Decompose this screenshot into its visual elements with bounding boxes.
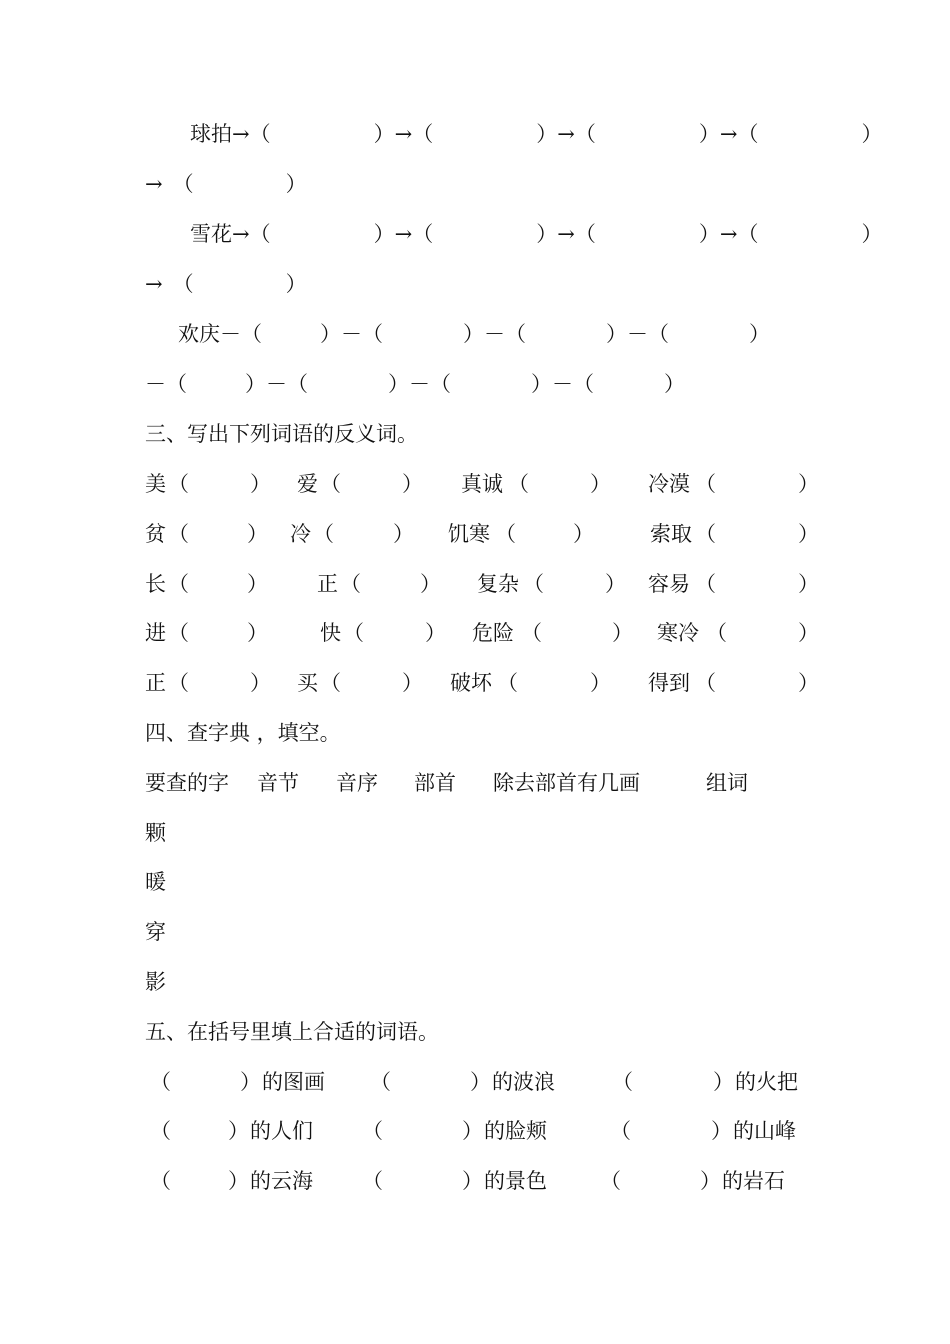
close-paren: ） — [320, 322, 341, 346]
close-paren: ） — [285, 272, 307, 296]
arrow-icon: → — [232, 122, 250, 146]
answer-blank[interactable] — [541, 619, 610, 647]
chain-xuehua-line1 — [190, 220, 882, 248]
close-paren: ） — [388, 372, 409, 396]
open-paren: （ — [340, 572, 361, 596]
open-paren: （ — [362, 1119, 383, 1143]
close-paren: ） — [228, 1119, 249, 1143]
open-paren: （ — [168, 621, 189, 645]
close-paren: ） — [798, 472, 819, 496]
close-paren: ） — [250, 472, 271, 496]
close-paren: ） — [250, 671, 271, 695]
answer-blank[interactable] — [515, 520, 571, 548]
open-paren: （ — [412, 222, 434, 246]
answer-blank[interactable] — [170, 1167, 226, 1195]
close-paren: ） — [531, 372, 552, 396]
close-paren: ） — [606, 322, 627, 346]
answer-blank[interactable] — [188, 619, 245, 647]
antonym-word: 寒冷 — [657, 621, 699, 645]
open-paren: （ — [695, 671, 716, 695]
phrase-suffix: 的波浪 — [492, 1070, 555, 1094]
antonym-word: 真诚 — [461, 472, 503, 496]
open-paren: （ — [695, 472, 716, 496]
chain-start-word: 欢庆 — [178, 322, 220, 346]
close-paren: ） — [245, 372, 266, 396]
dash-icon: － — [341, 322, 362, 346]
close-paren: ） — [798, 621, 819, 645]
lookup-char: 颗 — [145, 821, 166, 845]
open-paren: （ — [495, 522, 516, 546]
close-paren: ） — [713, 1070, 734, 1094]
open-paren: （ — [648, 322, 669, 346]
answer-blank[interactable] — [188, 520, 245, 548]
dash-icon: － — [145, 372, 166, 396]
section5-title: 五、在括号里填上合适的词语。 — [145, 1020, 439, 1044]
col-header: 除去部首有几画 — [493, 771, 640, 795]
antonym-word: 进 — [145, 621, 166, 645]
answer-blank[interactable] — [382, 1117, 460, 1145]
open-paren: （ — [610, 1119, 631, 1143]
answer-blank[interactable] — [715, 669, 796, 697]
close-paren: ） — [470, 1070, 491, 1094]
answer-blank[interactable] — [543, 570, 603, 598]
answer-blank[interactable] — [170, 1117, 226, 1145]
open-paren: （ — [430, 372, 451, 396]
section3-title: 三、写出下列词语的反义词。 — [145, 422, 418, 446]
open-paren: （ — [521, 621, 542, 645]
close-paren: ） — [798, 671, 819, 695]
close-paren: ） — [463, 322, 484, 346]
open-paren: （ — [737, 122, 759, 146]
dash-icon: － — [409, 372, 430, 396]
open-paren: （ — [574, 122, 596, 146]
open-paren: （ — [497, 671, 518, 695]
close-paren: ） — [228, 1169, 249, 1193]
open-paren: （ — [287, 372, 308, 396]
close-paren: ） — [462, 1169, 483, 1193]
answer-blank[interactable] — [170, 1068, 238, 1096]
arrow-icon: → — [557, 122, 575, 146]
antonym-word: 贫 — [145, 522, 166, 546]
chain-qiupai-line1 — [190, 120, 882, 148]
antonym-word: 买 — [297, 671, 318, 695]
close-paren: ） — [420, 572, 441, 596]
answer-blank[interactable] — [363, 619, 423, 647]
close-paren: ） — [240, 1070, 261, 1094]
phrase-suffix: 的岩石 — [722, 1169, 785, 1193]
answer-blank[interactable] — [528, 470, 588, 498]
close-paren: ） — [393, 522, 414, 546]
open-paren: （ — [523, 572, 544, 596]
close-paren: ） — [536, 222, 558, 246]
answer-blank[interactable] — [620, 1167, 698, 1195]
answer-blank[interactable] — [715, 570, 796, 598]
open-paren: （ — [370, 1070, 391, 1094]
open-paren: （ — [166, 372, 187, 396]
arrow-icon: → — [145, 272, 163, 296]
antonym-word: 快 — [320, 621, 341, 645]
antonym-word: 正 — [317, 572, 338, 596]
antonym-word: 复杂 — [477, 572, 519, 596]
open-paren: （ — [737, 222, 759, 246]
open-paren: （ — [362, 322, 383, 346]
close-paren: ） — [573, 522, 594, 546]
close-paren: ） — [698, 122, 720, 146]
open-paren: （ — [508, 472, 529, 496]
close-paren: ） — [285, 172, 307, 196]
open-paren: （ — [600, 1169, 621, 1193]
close-paren: ） — [711, 1119, 732, 1143]
answer-blank[interactable] — [360, 570, 418, 598]
col-header: 音节 — [257, 771, 299, 795]
answer-blank[interactable] — [188, 669, 248, 697]
open-paren: （ — [168, 572, 189, 596]
close-paren: ） — [590, 671, 611, 695]
close-paren: ） — [700, 1169, 721, 1193]
answer-blank[interactable] — [382, 1167, 460, 1195]
chain-start-word: 雪花 — [190, 222, 232, 246]
open-paren: （ — [362, 1169, 383, 1193]
open-paren: （ — [313, 522, 334, 546]
arrow-icon: → — [557, 222, 575, 246]
answer-blank[interactable] — [715, 520, 796, 548]
close-paren: ） — [590, 472, 611, 496]
open-paren: （ — [320, 472, 341, 496]
close-paren: ） — [749, 322, 770, 346]
section4-title: 四、查字典 ，填空。 — [145, 721, 341, 745]
answer-blank[interactable] — [340, 470, 400, 498]
open-paren: （ — [150, 1070, 171, 1094]
close-paren: ） — [425, 621, 446, 645]
phrase-suffix: 的景色 — [484, 1169, 547, 1193]
col-header: 组词 — [706, 771, 748, 795]
arrow-icon: → — [394, 222, 413, 246]
chain-xuehua-line2 — [145, 270, 307, 298]
antonym-word: 正 — [145, 671, 166, 695]
open-paren: （ — [574, 222, 596, 246]
lookup-char: 影 — [145, 970, 166, 994]
open-paren: （ — [505, 322, 526, 346]
answer-blank[interactable] — [630, 1117, 709, 1145]
close-paren: ） — [247, 572, 268, 596]
close-paren: ） — [373, 122, 395, 146]
col-header: 部首 — [414, 771, 456, 795]
phrase-suffix: 的云海 — [250, 1169, 313, 1193]
open-paren: （ — [343, 621, 364, 645]
phrase-suffix: 的山峰 — [733, 1119, 796, 1143]
antonym-word: 美 — [145, 472, 166, 496]
lookup-char: 穿 — [145, 920, 166, 944]
dash-icon: － — [220, 322, 241, 346]
dash-icon: － — [484, 322, 505, 346]
antonym-word: 饥寒 — [448, 522, 490, 546]
antonym-word: 破坏 — [450, 671, 492, 695]
close-paren: ） — [462, 1119, 483, 1143]
open-paren: （ — [249, 222, 271, 246]
close-paren: ） — [247, 522, 268, 546]
close-paren: ） — [402, 472, 423, 496]
close-paren: ） — [664, 372, 685, 396]
answer-blank[interactable] — [333, 520, 391, 548]
close-paren: ） — [605, 572, 626, 596]
open-paren: （ — [150, 1119, 171, 1143]
open-paren: （ — [172, 272, 194, 296]
open-paren: （ — [168, 522, 189, 546]
arrow-icon: → — [232, 222, 250, 246]
antonym-word: 冷 — [290, 522, 311, 546]
lookup-char: 暖 — [145, 870, 166, 894]
open-paren: （ — [695, 572, 716, 596]
arrow-icon: → — [719, 222, 738, 246]
antonym-word: 危险 — [472, 621, 514, 645]
close-paren: ） — [247, 621, 268, 645]
answer-blank[interactable] — [715, 470, 796, 498]
dash-icon: － — [627, 322, 648, 346]
arrow-icon: → — [145, 172, 163, 196]
col-header: 要查的字 — [145, 771, 229, 795]
arrow-icon: → — [394, 122, 413, 146]
dash-icon: － — [552, 372, 573, 396]
answer-blank[interactable] — [632, 1068, 711, 1096]
antonym-word: 爱 — [297, 472, 318, 496]
close-paren: ） — [798, 572, 819, 596]
close-paren: ） — [373, 222, 395, 246]
close-paren: ） — [798, 522, 819, 546]
antonym-word: 容易 — [648, 572, 690, 596]
open-paren: （ — [612, 1070, 633, 1094]
phrase-suffix: 的人们 — [250, 1119, 313, 1143]
answer-blank[interactable] — [188, 470, 248, 498]
open-paren: （ — [168, 472, 189, 496]
open-paren: （ — [172, 172, 194, 196]
antonym-word: 冷漠 — [648, 472, 690, 496]
close-paren: ） — [402, 671, 423, 695]
arrow-icon: → — [719, 122, 738, 146]
open-paren: （ — [168, 671, 189, 695]
open-paren: （ — [695, 522, 716, 546]
antonym-word: 索取 — [650, 522, 692, 546]
chain-qiupai-line2 — [145, 170, 307, 198]
answer-blank[interactable] — [517, 669, 588, 697]
open-paren: （ — [706, 621, 727, 645]
chain-huanqing-line2 — [145, 370, 685, 398]
chain-start-word: 球拍 — [190, 122, 232, 146]
antonym-word: 长 — [145, 572, 166, 596]
open-paren: （ — [412, 122, 434, 146]
dash-icon: － — [266, 372, 287, 396]
close-paren: ） — [536, 122, 558, 146]
answer-blank[interactable] — [726, 619, 796, 647]
close-paren: ） — [698, 222, 720, 246]
open-paren: （ — [249, 122, 271, 146]
answer-blank[interactable] — [390, 1068, 468, 1096]
phrase-suffix: 的火把 — [735, 1070, 798, 1094]
open-paren: （ — [320, 671, 341, 695]
open-paren: （ — [241, 322, 262, 346]
open-paren: （ — [573, 372, 594, 396]
antonym-word: 得到 — [648, 671, 690, 695]
open-paren: （ — [150, 1169, 171, 1193]
close-paren: ） — [861, 122, 883, 146]
chain-huanqing-line1 — [178, 320, 770, 348]
close-paren: ） — [861, 222, 883, 246]
phrase-suffix: 的脸颊 — [484, 1119, 547, 1143]
col-header: 音序 — [336, 771, 378, 795]
phrase-suffix: 的图画 — [262, 1070, 325, 1094]
answer-blank[interactable] — [340, 669, 400, 697]
answer-blank[interactable] — [188, 570, 245, 598]
close-paren: ） — [612, 621, 633, 645]
